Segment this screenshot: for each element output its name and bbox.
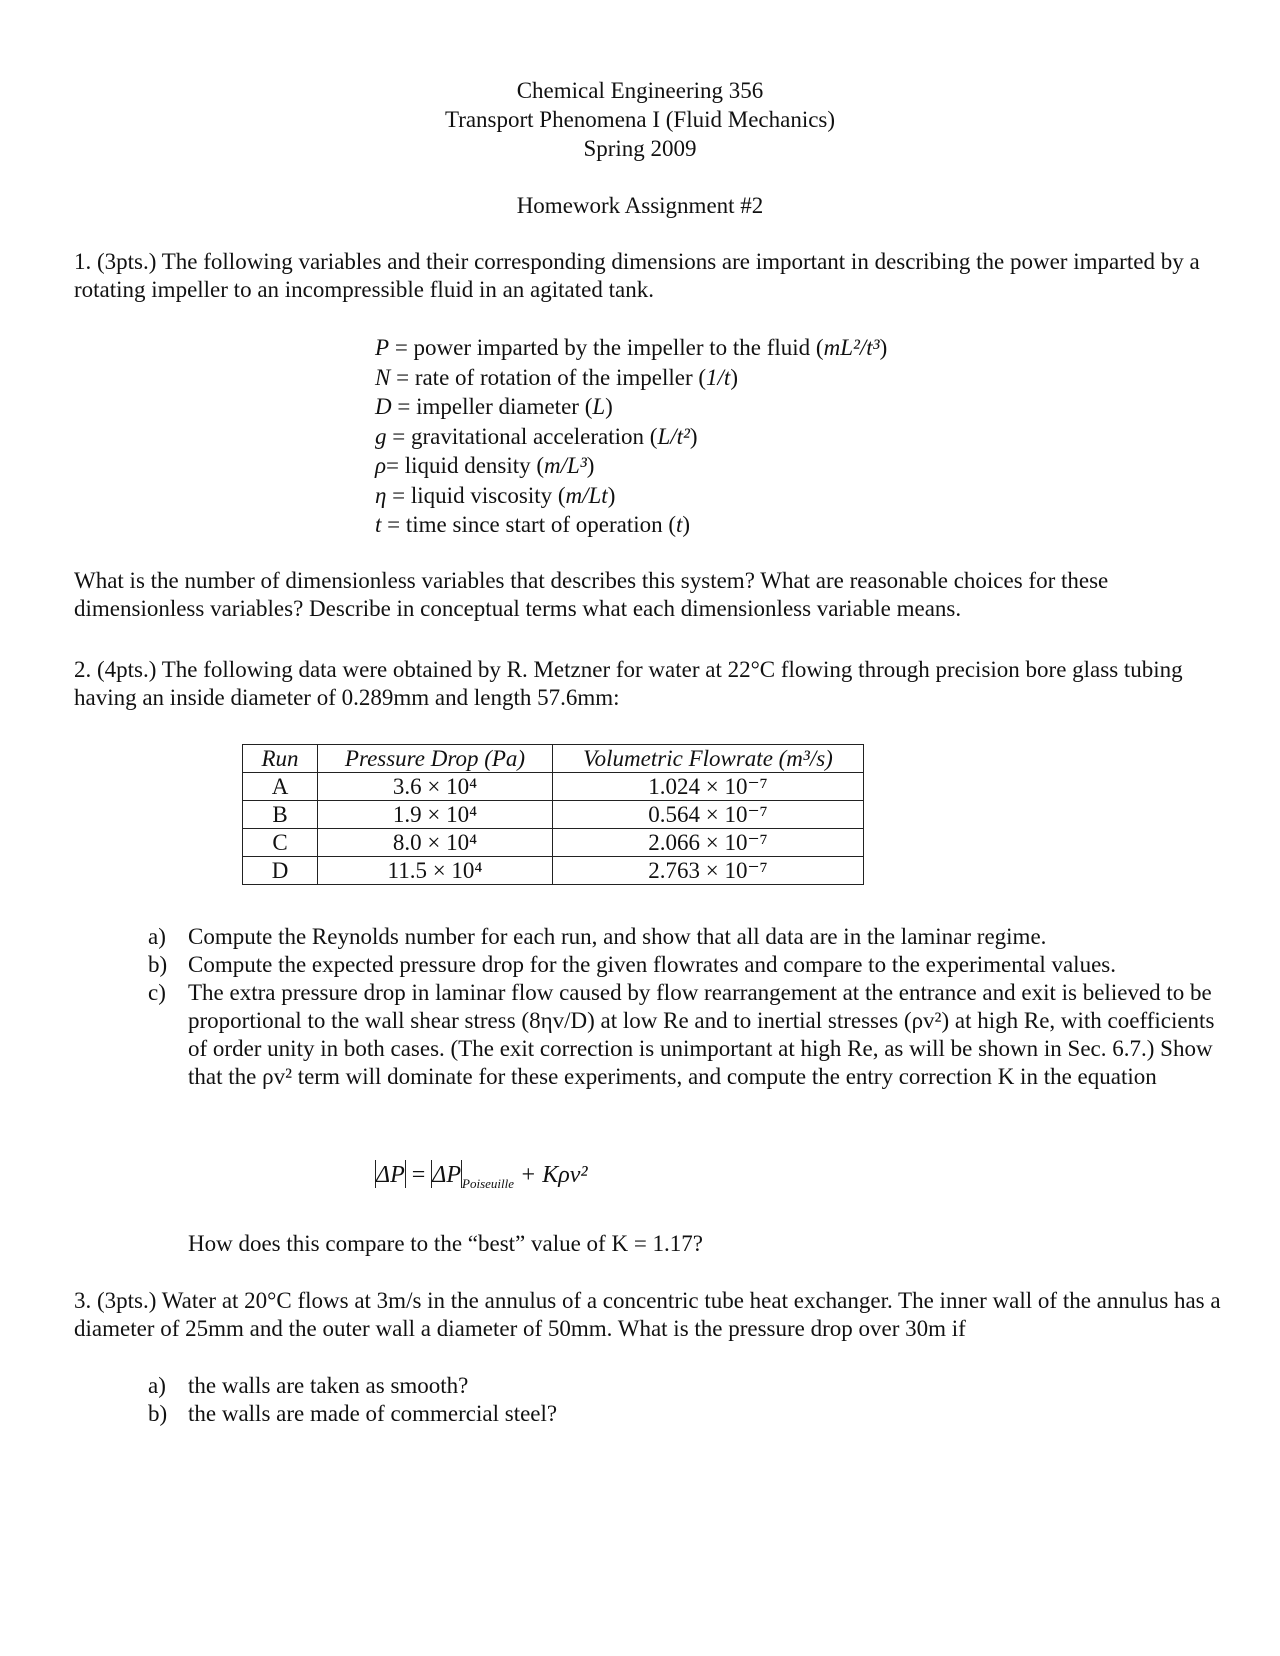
item-text: the walls are taken as smooth? bbox=[188, 1373, 469, 1398]
variable-item: g = gravitational acceleration (L/t²) bbox=[375, 423, 698, 449]
column-header: Pressure Drop (Pa) bbox=[318, 745, 553, 773]
table-header-row bbox=[243, 745, 864, 773]
list-item bbox=[148, 1372, 1238, 1400]
table-row bbox=[243, 857, 864, 885]
question-1-intro: 1. (3pts.) The following variables and their corresponding dimensions are important in describing the power imparted by a rotating impeller to an incompressible fluid in an agitated tank. bbox=[74, 249, 1200, 302]
question-3-parts bbox=[148, 1372, 1238, 1428]
table-cell: 3.6 × 10⁴ bbox=[318, 773, 553, 801]
table-row bbox=[243, 829, 864, 857]
question-2-parts bbox=[148, 923, 1238, 1091]
list-item bbox=[148, 951, 1238, 979]
item-label: b) bbox=[148, 1401, 168, 1426]
item-text: the walls are made of commercial steel? bbox=[188, 1401, 558, 1426]
table-cell: 1.024 × 10⁻⁷ bbox=[553, 773, 864, 801]
table-cell: C bbox=[243, 829, 318, 857]
item-text: The extra pressure drop in laminar flow caused by flow rearrangement at the entrance and exit is believed to be proportional to the wall shear stress (8ηv/D) at low Re and to inertial stresses (ρv²) at high Re, with coefficients of order unity in both cases. (The exit correction is unimportant at high Re, as will be shown in Sec. 6.7.) Show that the ρv² term will dominate for these experiments, and compute the entry correction K in the equation bbox=[188, 980, 1215, 1089]
variable-item: t = time since start of operation (t) bbox=[375, 512, 691, 537]
variable-item: ρ= liquid density (m/L³) bbox=[375, 453, 595, 478]
variable-item: D = impeller diameter (L) bbox=[375, 394, 613, 419]
column-header: Volumetric Flowrate (m³/s) bbox=[553, 745, 864, 773]
question-1-prompt: What is the number of dimensionless variables that describes this system? What are reasonable choices for these dimensionless variables? Describe in conceptual terms what each dimensionless variable means. bbox=[74, 568, 1109, 621]
column-header: Run bbox=[243, 745, 318, 773]
table-cell: 0.564 × 10⁻⁷ bbox=[553, 801, 864, 829]
list-item bbox=[148, 923, 1238, 951]
list-item bbox=[148, 1400, 1238, 1428]
table-cell: B bbox=[243, 801, 318, 829]
variable-list bbox=[375, 333, 887, 540]
table-cell: A bbox=[243, 773, 318, 801]
list-item bbox=[148, 979, 1238, 1091]
table-cell: 11.5 × 10⁴ bbox=[318, 857, 553, 885]
course-subtitle: Transport Phenomena I (Fluid Mechanics) bbox=[444, 107, 836, 132]
term: Spring 2009 bbox=[583, 136, 697, 161]
question-2-followup: How does this compare to the “best” value of K = 1.17? bbox=[188, 1231, 703, 1256]
item-label: a) bbox=[148, 1373, 166, 1398]
course-title: Chemical Engineering 356 bbox=[516, 78, 764, 103]
item-label: a) bbox=[148, 924, 166, 949]
entry-correction-equation: $\Delta P = \Delta P_{Poiseuille} + K\rho v^2$ bbox=[376, 1162, 588, 1191]
question-3-intro: 3. (3pts.) Water at 20°C flows at 3m/s in the annulus of a concentric tube heat exchanger. The inner wall of the annulus has a diameter of 25mm and the outer wall a diameter of 50mm. What is the pressure drop over 30m if bbox=[74, 1288, 1221, 1341]
variable-item: P = power imparted by the impeller to the fluid (mL²/t³) bbox=[375, 335, 888, 360]
item-text: Compute the Reynolds number for each run, and show that all data are in the laminar regime. bbox=[188, 924, 1047, 949]
variable-item: η = liquid viscosity (m/Lt) bbox=[375, 482, 616, 508]
variable-item: N = rate of rotation of the impeller (1/t) bbox=[375, 364, 738, 390]
document-header bbox=[0, 76, 1280, 163]
item-label: c) bbox=[148, 980, 166, 1005]
item-label: b) bbox=[148, 952, 168, 977]
metzner-data-table bbox=[242, 744, 864, 885]
table-cell: 1.9 × 10⁴ bbox=[318, 801, 553, 829]
table-cell: 2.763 × 10⁻⁷ bbox=[553, 857, 864, 885]
table-cell: 2.066 × 10⁻⁷ bbox=[553, 829, 864, 857]
question-2-intro: 2. (4pts.) The following data were obtained by R. Metzner for water at 22°C flowing through precision bore glass tubing having an inside diameter of 0.289mm and length 57.6mm: bbox=[74, 657, 1183, 710]
item-text: Compute the expected pressure drop for the given flowrates and compare to the experimental values. bbox=[188, 952, 1116, 977]
assignment-title: Homework Assignment #2 bbox=[516, 193, 764, 218]
table-row bbox=[243, 801, 864, 829]
table-cell: 8.0 × 10⁴ bbox=[318, 829, 553, 857]
table-row bbox=[243, 773, 864, 801]
table-cell: D bbox=[243, 857, 318, 885]
